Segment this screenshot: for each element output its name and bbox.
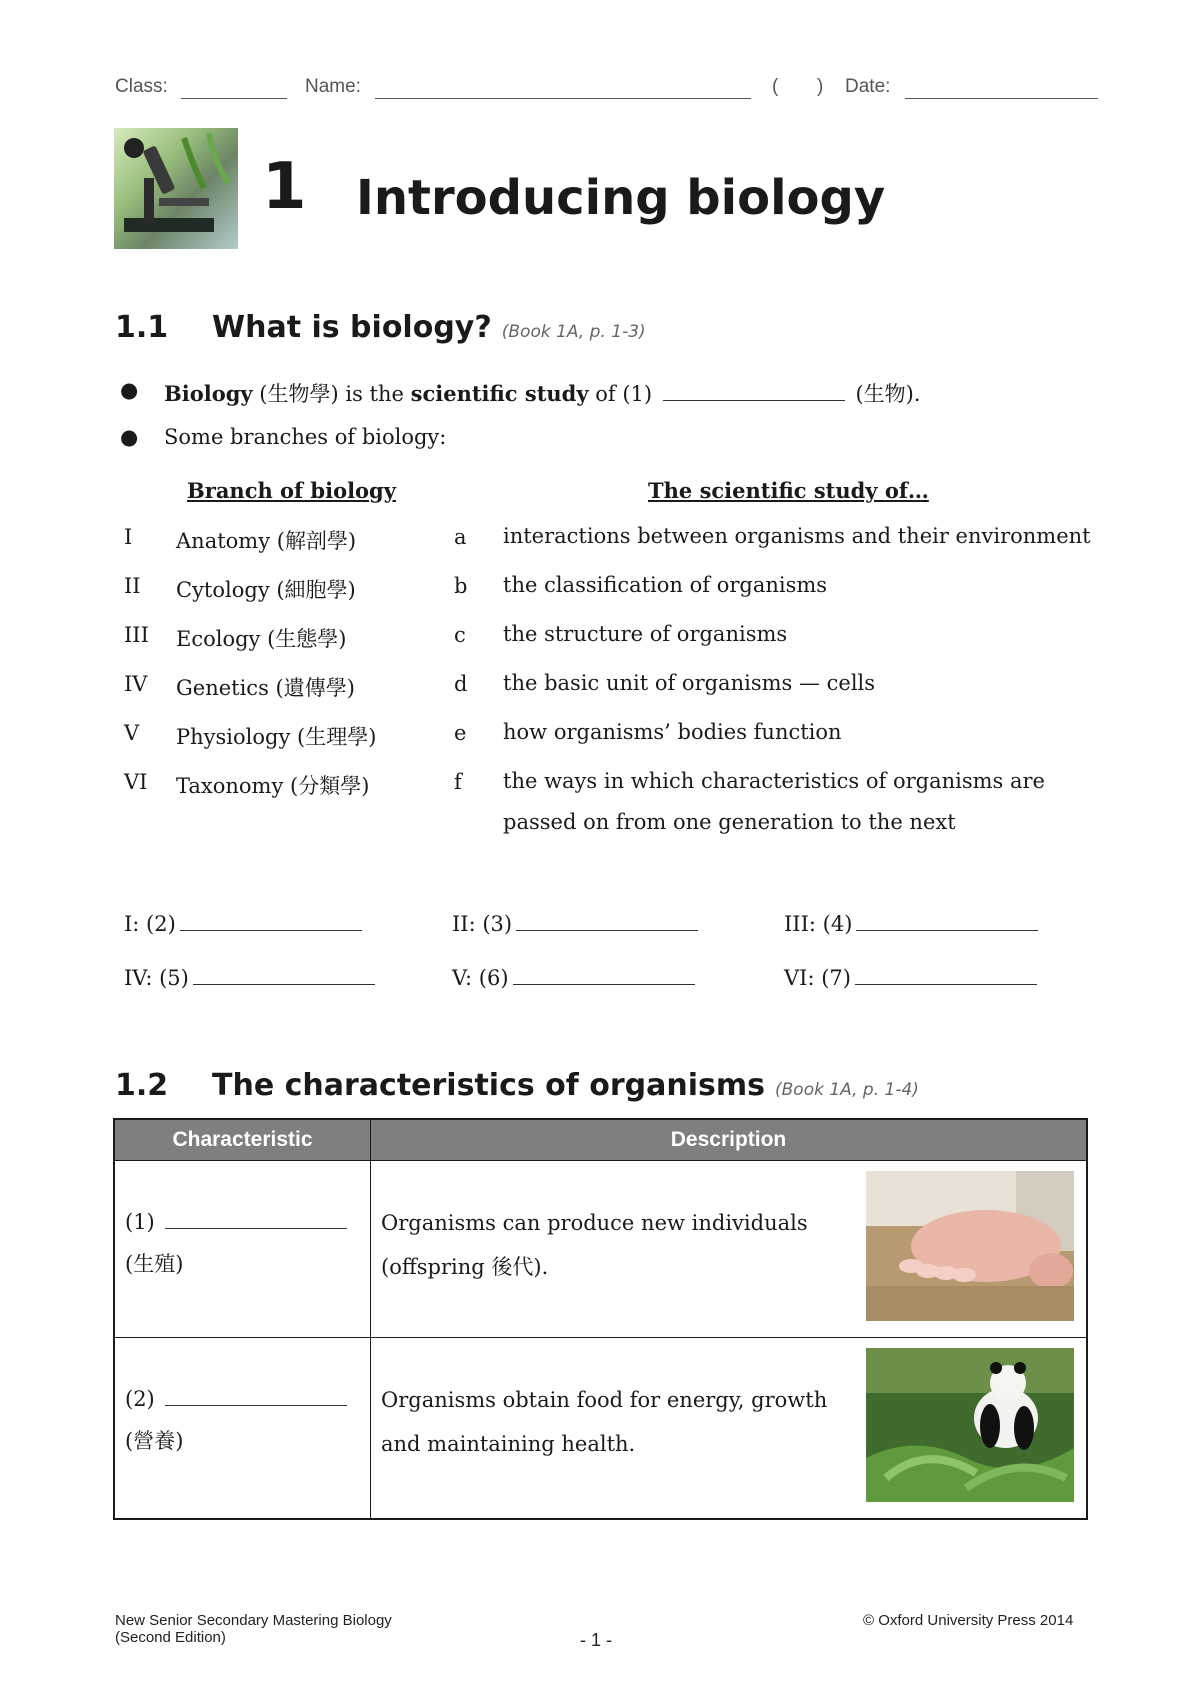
branch-name: Anatomy (解剖學) — [176, 529, 357, 553]
section-title: What is biology? — [212, 310, 492, 345]
study-letter: d — [454, 672, 468, 696]
study-letter: f — [454, 770, 462, 794]
bullet-icon: ● — [120, 425, 139, 449]
class-blank — [181, 98, 287, 99]
study-description: the structure of organisms — [503, 622, 788, 646]
answer-item — [124, 966, 379, 990]
answer-blank[interactable] — [856, 930, 1038, 931]
branch-numeral: III — [124, 623, 149, 647]
answer-item — [452, 966, 699, 990]
study-description: the ways in which characteristics of organisms are passed on from one generation to the next — [503, 769, 1045, 834]
answer-blank-1[interactable] — [663, 400, 845, 401]
microscope-photo — [114, 128, 238, 249]
column-study-header: The scientific study of… — [648, 478, 929, 503]
characteristic-cell — [114, 1161, 371, 1338]
characteristic-cell — [114, 1338, 371, 1519]
answer-label: IV: (5) — [124, 966, 189, 990]
text-of-1: of (1) — [595, 382, 653, 406]
book-reference: (Book 1A, p. 1-4) — [775, 1080, 919, 1100]
branch-numeral: V — [124, 721, 140, 745]
branch-numeral: VI — [124, 770, 148, 794]
study-letter: b — [454, 574, 468, 598]
description-text: Organisms obtain food for energy, growth and maintaining health. — [381, 1388, 828, 1456]
description-text: Organisms can produce new individuals (offspring 後代). — [381, 1211, 808, 1279]
study-letter: a — [454, 525, 467, 549]
answer-item — [452, 912, 702, 936]
answer-item — [124, 912, 366, 936]
branch-numeral: II — [124, 574, 141, 598]
chapter-number: 1 — [262, 150, 307, 224]
study-letter: e — [454, 721, 467, 745]
answer-blank[interactable] — [513, 984, 695, 985]
branch-name: Taxonomy (分類學) — [176, 774, 370, 798]
class-number-open: ( — [772, 76, 779, 97]
description-cell — [371, 1338, 1088, 1519]
name-label: Name: — [305, 76, 361, 97]
date-blank — [905, 98, 1098, 99]
branch-name: Genetics (遺傳學) — [176, 676, 355, 700]
text-is-the: is the — [345, 382, 404, 406]
answer-label: III: (4) — [784, 912, 853, 936]
answer-blank[interactable] — [516, 930, 698, 931]
answer-blank[interactable] — [193, 984, 375, 985]
term-scientific-study: scientific study — [410, 381, 589, 406]
date-label: Date: — [845, 76, 891, 97]
section-number: 1.2 — [115, 1068, 169, 1103]
characteristic-cn: (生殖) — [125, 1252, 184, 1276]
class-number-close: ) — [817, 76, 824, 97]
footer-book-title — [115, 1612, 392, 1646]
study-description: interactions between organisms and their environment — [503, 524, 1091, 548]
chapter-title: Introducing biology — [356, 170, 886, 226]
answer-blank[interactable] — [180, 930, 362, 931]
name-blank — [375, 98, 751, 99]
column-characteristic: Characteristic — [114, 1119, 371, 1161]
characteristic-cn: (營養) — [125, 1429, 184, 1453]
term-biology: Biology — [164, 381, 253, 406]
characteristic-number: (1) — [125, 1210, 155, 1234]
table-row — [114, 1338, 1087, 1519]
bullet-text: Some branches of biology: — [164, 425, 447, 449]
student-info-header — [115, 76, 1100, 106]
branch-numeral: I — [124, 525, 133, 549]
study-description: the classification of organisms — [503, 573, 828, 597]
column-description: Description — [371, 1119, 1088, 1161]
answer-label: V: (6) — [452, 966, 509, 990]
branch-name: Cytology (細胞學) — [176, 578, 356, 602]
panda-eating-photo — [866, 1348, 1074, 1502]
column-branch-header: Branch of biology — [187, 478, 396, 503]
copyright-notice: © Oxford University Press 2014 — [863, 1612, 1074, 1629]
study-description: the basic unit of organisms — cells — [503, 671, 876, 695]
section-title: The characteristics of organisms — [212, 1068, 765, 1103]
answer-blank[interactable] — [855, 984, 1037, 985]
characteristics-table — [113, 1118, 1088, 1520]
book-title-line2: (Second Edition) — [115, 1629, 226, 1646]
branch-name: Physiology (生理學) — [176, 725, 377, 749]
characteristic-number: (2) — [125, 1387, 155, 1411]
answer-label: VI: (7) — [784, 966, 851, 990]
branch-name: Ecology (生態學) — [176, 627, 347, 651]
bullet-icon: ● — [120, 378, 139, 402]
answer-blank[interactable] — [165, 1405, 347, 1406]
study-letter: c — [454, 623, 466, 647]
page-number: - 1 - — [580, 1630, 613, 1650]
book-reference: (Book 1A, p. 1-3) — [501, 322, 646, 342]
branch-numeral: IV — [124, 672, 148, 696]
table-row — [114, 1161, 1087, 1338]
answer-label: I: (2) — [124, 912, 176, 936]
class-label: Class: — [115, 76, 168, 97]
answer-label: II: (3) — [452, 912, 513, 936]
book-title-line1: New Senior Secondary Mastering Biology — [115, 1612, 392, 1629]
description-cell — [371, 1161, 1088, 1338]
study-description: how organisms’ bodies function — [503, 720, 842, 744]
term-biology-cn: (生物學) — [259, 382, 339, 406]
text-organisms-cn: (生物). — [855, 382, 921, 406]
pig-with-piglets-photo — [866, 1171, 1074, 1321]
answer-item — [784, 912, 1042, 936]
answer-blank[interactable] — [165, 1228, 347, 1229]
answer-item — [784, 966, 1041, 990]
section-number: 1.1 — [115, 310, 169, 345]
